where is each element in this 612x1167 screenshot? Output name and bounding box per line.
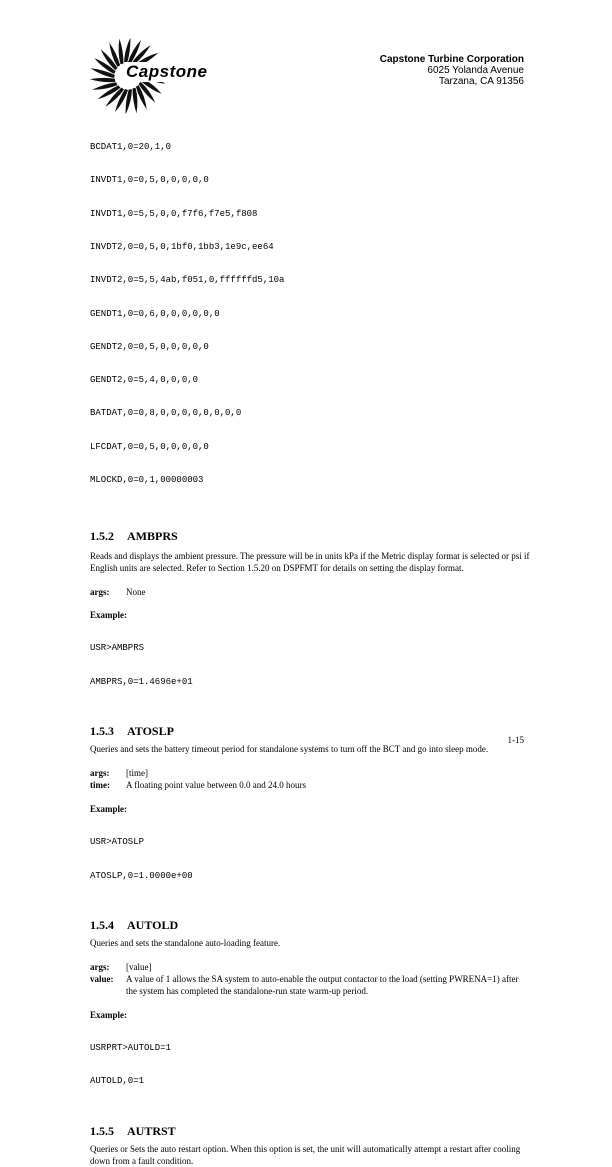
code-line: GENDT2,0=5,4,0,0,0,0: [90, 375, 199, 386]
code-line: INVDT2,0=5,5,4ab,f051,0,ffffffd5,10a: [90, 275, 285, 286]
param-row: time: A floating point value between 0.0 and 24.0 hours: [90, 780, 306, 791]
example-label: Example:: [90, 1009, 127, 1020]
logo-wordmark: Capstone: [126, 62, 208, 81]
code-line: LFCDAT,0=0,5,0,0,0,0,0: [90, 441, 209, 452]
example-label: Example:: [90, 804, 127, 815]
args-row: args: None: [90, 587, 146, 598]
company-address-block: [380, 54, 524, 87]
section-description: Queries and sets the battery timeout period for standalone systems to turn off the BCT and go into sleep mode.: [90, 744, 489, 755]
section-heading-autrst: 1.5.5 AUTRST: [90, 1123, 176, 1138]
page-number: 1-15: [507, 735, 524, 745]
page-content: [90, 120, 530, 1167]
code-line: GENDT1,0=0,6,0,0,0,0,0,0: [90, 308, 220, 319]
example-label: Example:: [90, 610, 127, 621]
section-description: Reads and displays the ambient pressure. The pressure will be in units kPa if the Metric display format is selected or psi if English units are selected. Refer to Section 1.5.20 on DSPFMT for details on setting the display format.: [90, 551, 530, 574]
code-line: GENDT2,0=0,5,0,0,0,0,0: [90, 341, 209, 352]
address-line-1: 6025 Yolanda Avenue: [427, 65, 524, 76]
section-description: Queries and sets the standalone auto-loading feature.: [90, 937, 281, 948]
section-description: Queries or Sets the auto restart option. When this option is set, the unit will automatically attempt a restart after cooling down from a fault condition.: [90, 1143, 521, 1166]
section-heading-autold: 1.5.4 AUTOLD: [90, 917, 179, 932]
section-heading-atoslp: 1.5.3 ATOSLP: [90, 724, 174, 739]
args-row: args: [time]: [90, 768, 148, 779]
code-line: INVDT2,0=0,5,0,1bf0,1bb3,1e9c,ee64: [90, 242, 274, 253]
example-code: USRPRT>AUTOLD=1 AUTOLD,0=1: [90, 1042, 172, 1087]
example-code: USR>ATOSLP ATOSLP,0=1.0000e+00: [90, 837, 193, 881]
code-line: BATDAT,0=0,8,0,0,0,0,0,0,0,0: [90, 408, 242, 419]
code-line: INVDT1,0=5,5,0,0,f7f6,f7e5,f808: [90, 208, 258, 219]
address-line-2: Tarzana, CA 91356: [438, 76, 524, 87]
args-row: args: [value]: [90, 961, 152, 972]
code-line: MLOCKD,0=0,1,00000003: [90, 475, 204, 485]
code-line: INVDT1,0=0,5,0,0,0,0,0: [90, 175, 209, 186]
code-block: [90, 120, 530, 508]
example-code: USR>AMBPRS AMBPRS,0=1.4696e+01: [90, 643, 193, 687]
company-name: Capstone Turbine Corporation: [379, 54, 524, 65]
param-row: value: A value of 1 allows the SA system to auto-enable the output contactor to the load (setting PWRENA=1) after the system has completed the standalone-run state warm-up period.: [90, 973, 519, 996]
section-heading-ambprs: 1.5.2 AMBPRS: [90, 529, 178, 544]
code-line: BCDAT1,0=20,1,0: [90, 142, 172, 153]
